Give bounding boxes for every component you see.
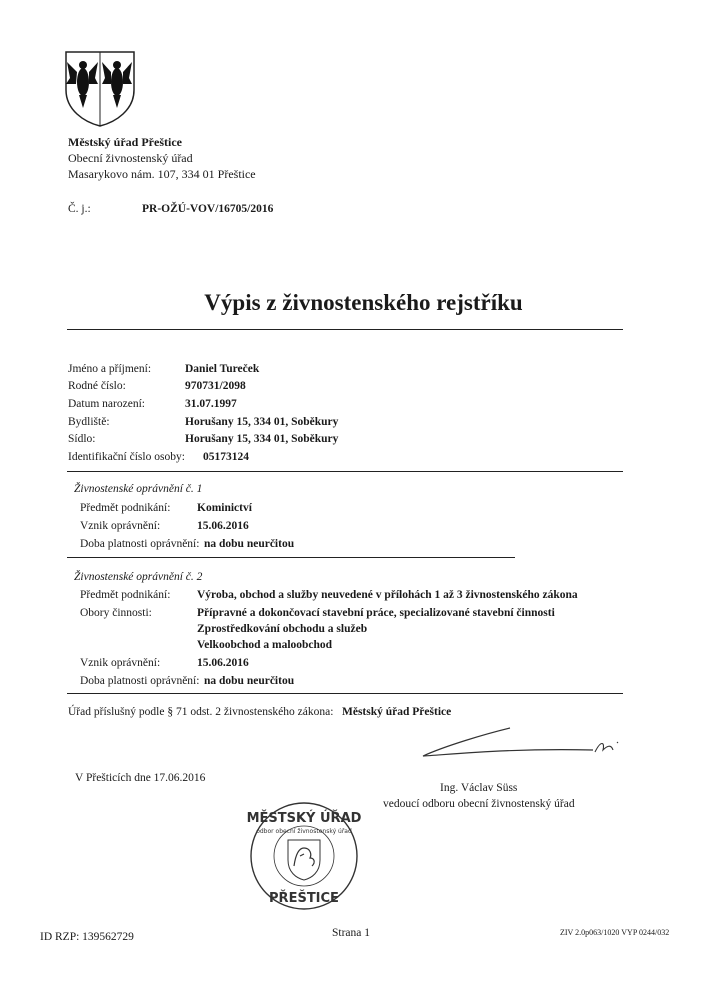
licence-1-start-value: 15.06.2016 bbox=[197, 520, 249, 532]
divider bbox=[67, 693, 623, 694]
ico-value: 05173124 bbox=[203, 451, 249, 463]
official-stamp bbox=[248, 800, 360, 912]
licence-1-validity-value: na dobu neurčitou bbox=[204, 538, 295, 550]
place-and-date: V Přešticích dne 17.06.2016 bbox=[75, 772, 206, 784]
licence-1-subject-label: Předmět podnikání: bbox=[80, 502, 171, 514]
licence-2-fields-label: Obory činnosti: bbox=[80, 607, 152, 619]
licence-1-heading: Živnostenské oprávnění č. 1 bbox=[74, 483, 203, 495]
office-name: Městský úřad Přeštice bbox=[68, 135, 182, 149]
office-address: Masarykovo nám. 107, 334 01 Přeštice bbox=[68, 167, 256, 181]
divider bbox=[67, 557, 515, 558]
birth-date-value: 31.07.1997 bbox=[185, 398, 237, 410]
ico-label: Identifikační číslo osoby: bbox=[68, 451, 185, 463]
licence-2-field-3: Velkoobchod a maloobchod bbox=[197, 639, 333, 651]
licence-2-subject-label: Předmět podnikání: bbox=[80, 589, 171, 601]
office-department: Obecní živnostenský úřad bbox=[68, 151, 193, 165]
footer-form-code: ZIV 2.0p063/1020 VYP 0244/032 bbox=[560, 928, 670, 937]
licence-2-field-2: Zprostředkování obchodu a služeb bbox=[197, 623, 368, 635]
coat-of-arms-logo bbox=[64, 50, 136, 128]
person-name-label: Jméno a příjmení: bbox=[68, 363, 152, 375]
person-name-value: Daniel Tureček bbox=[185, 363, 260, 375]
svg-text:MĚSTSKÝ ÚŘAD: MĚSTSKÝ ÚŘAD bbox=[246, 811, 362, 826]
birth-number-label: Rodné číslo: bbox=[68, 380, 126, 392]
licence-1-start-label: Vznik oprávnění: bbox=[80, 520, 161, 532]
licence-2-field-1: Přípravné a dokončovací stavební práce, specializované stavební činnosti bbox=[197, 607, 555, 619]
licence-2-heading: Živnostenské oprávnění č. 2 bbox=[74, 571, 203, 583]
document-title: Výpis z živnostenského rejstříku bbox=[204, 290, 523, 315]
reference-label: Č. j.: bbox=[68, 203, 91, 215]
licence-2-validity-label: Doba platnosti oprávnění: bbox=[80, 675, 200, 687]
competent-office-value: Městský úřad Přeštice bbox=[342, 706, 452, 718]
licence-2-start-label: Vznik oprávnění: bbox=[80, 657, 161, 669]
licence-2-subject-value: Výroba, obchod a služby neuvedené v přílohách 1 až 3 živnostenského zákona bbox=[197, 589, 578, 601]
reference-number: PR-OŽÚ-VOV/16705/2016 bbox=[142, 203, 274, 215]
signatory-name: Ing. Václav Süss bbox=[440, 782, 518, 794]
divider bbox=[67, 329, 623, 330]
licence-1-subject-value: Kominictví bbox=[197, 502, 252, 514]
svg-text:odbor obecní živnostenský úřad: odbor obecní živnostenský úřad bbox=[256, 828, 352, 835]
divider bbox=[67, 471, 623, 472]
footer-page-number: Strana 1 bbox=[332, 927, 371, 939]
birth-date-label: Datum narození: bbox=[68, 398, 145, 410]
seat-value: Horušany 15, 334 01, Soběkury bbox=[185, 433, 339, 445]
licence-2-start-value: 15.06.2016 bbox=[197, 657, 249, 669]
birth-number-value: 970731/2098 bbox=[185, 380, 246, 392]
residence-value: Horušany 15, 334 01, Soběkury bbox=[185, 416, 339, 428]
svg-text:PŘEŠTICE: PŘEŠTICE bbox=[269, 891, 339, 906]
seat-label: Sídlo: bbox=[68, 433, 96, 445]
signatory-position: vedoucí odboru obecní živnostenský úřad bbox=[383, 798, 575, 810]
handwritten-signature bbox=[415, 720, 625, 770]
competent-office-label: Úřad příslušný podle § 71 odst. 2 živnostenského zákona: bbox=[68, 706, 334, 718]
licence-2-validity-value: na dobu neurčitou bbox=[204, 675, 295, 687]
licence-1-validity-label: Doba platnosti oprávnění: bbox=[80, 538, 200, 550]
residence-label: Bydliště: bbox=[68, 416, 110, 428]
footer-rzp-id: ID RZP: 139562729 bbox=[40, 931, 134, 943]
